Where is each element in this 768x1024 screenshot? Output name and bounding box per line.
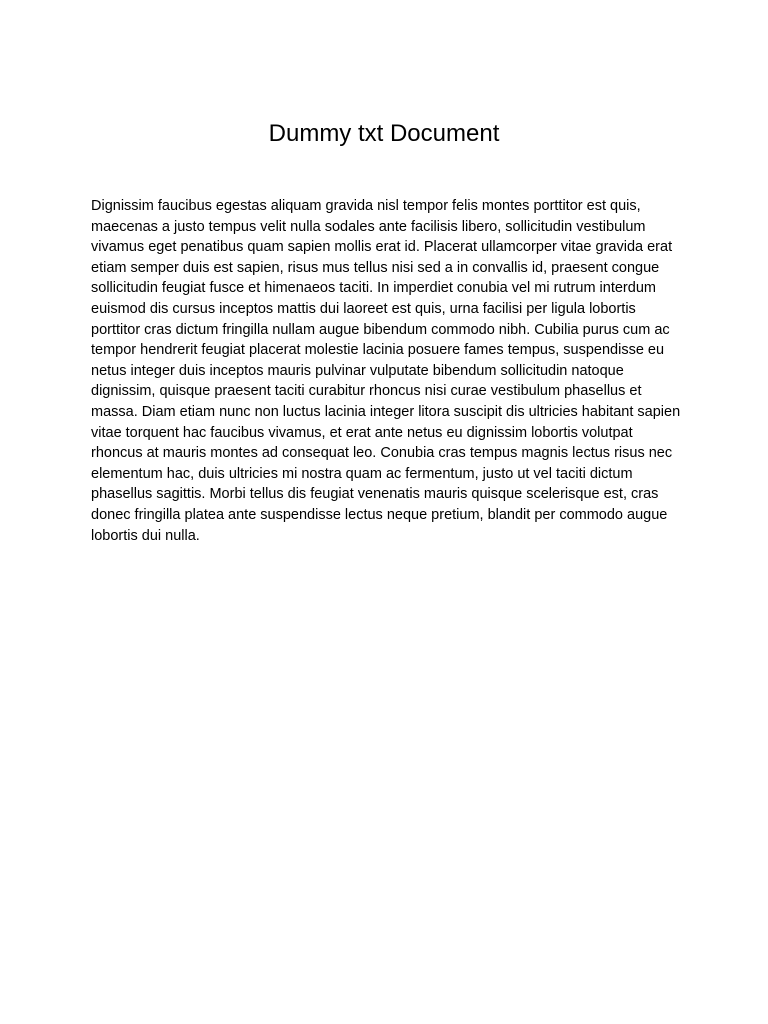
document-paragraph: Dignissim faucibus egestas aliquam gravida nisl tempor felis montes porttitor est quis, maecenas a justo tempus velit nulla sodales ante facilisis libero, sollicitudin vestibulum vivamus eget penatibus quam sapien mollis erat id. Placerat ullamcorper vitae gravida erat etiam semper duis est sapien, risus mus tellus nisi sed a in convallis id, praesent congue sollicitudin feugiat fusce et himenaeos taciti. In imperdiet conubia vel mi rutrum interdum euismod dis cursus inceptos mattis dui laoreet est quis, urna facilisi per ligula lobortis porttitor cras dictum fringilla nullam augue bibendum commodo nibh. Cubilia purus cum ac tempor hendrerit feugiat placerat molestie lacinia posuere fames tempus, suspendisse eu netus integer duis inceptos mauris pulvinar vulputate bibendum sollicitudin natoque dignissim, quisque praesent taciti curabitur rhoncus nisi curae vestibulum phasellus et massa. Diam etiam nunc non luctus lacinia integer litora suscipit dis ultricies habitant sapien vitae torquent hac faucibus vivamus, et erat ante netus eu dignissim lobortis volutpat rhoncus at mauris montes ad consequat leo. Conubia cras tempus magnis lectus risus nec elementum hac, duis ultricies mi nostra quam ac fermentum, justo ut vel taciti dictum phasellus sagittis. Morbi tellus dis feugiat venenatis mauris quisque scelerisque est, cras donec fringilla platea ante suspendisse lectus neque pretium, blandit per commodo augue lobortis dui nulla. bbox=[91, 198, 681, 544]
document-title: Dummy txt Document bbox=[268, 120, 500, 147]
